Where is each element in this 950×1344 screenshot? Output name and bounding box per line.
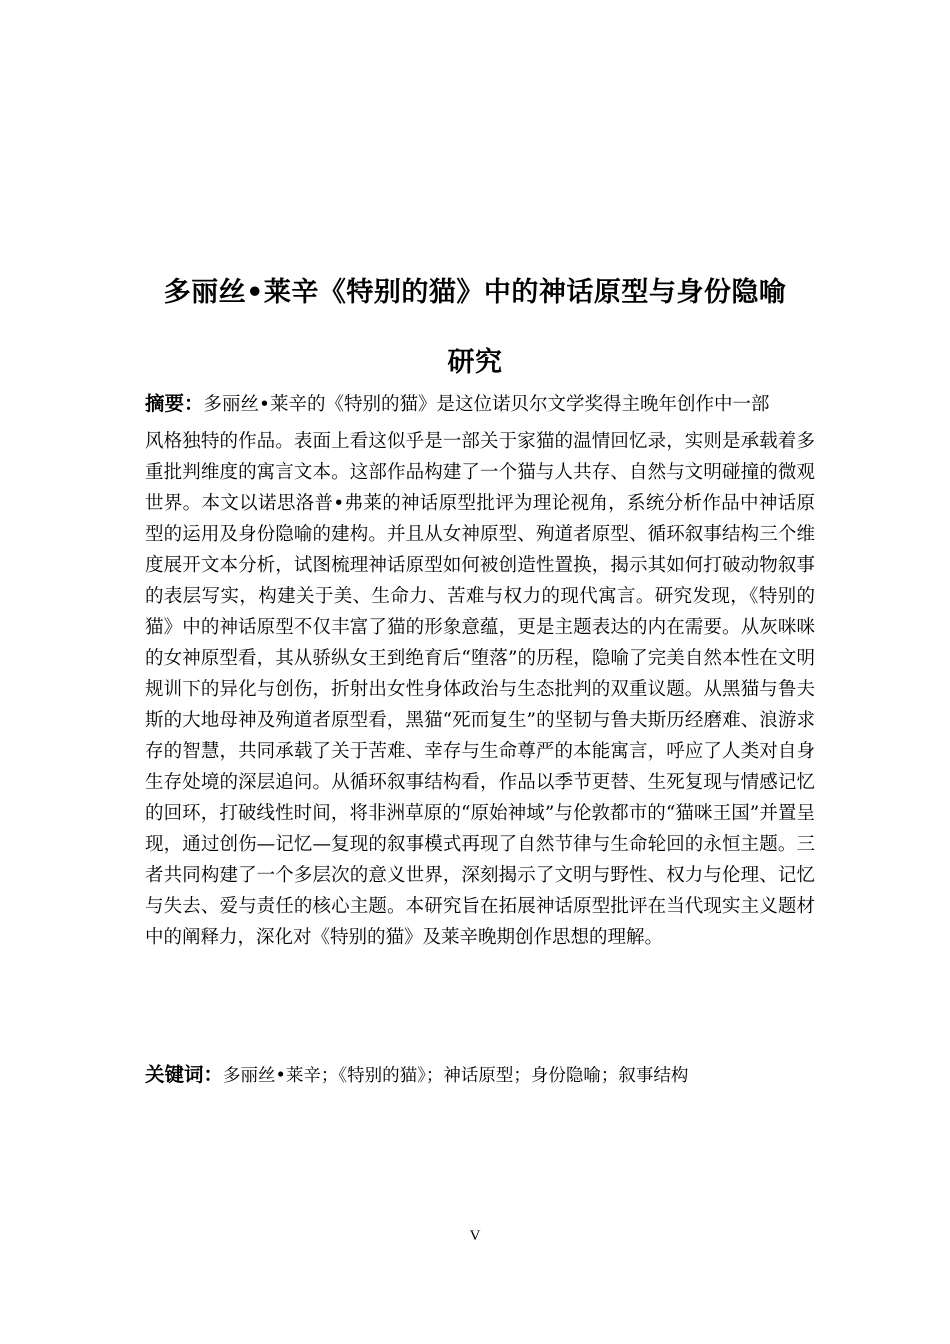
keywords-text: 多丽丝•莱辛；《特别的猫》；神话原型；身份隐喻；叙事结构 xyxy=(223,1066,689,1086)
abstract-text-start: 多丽丝•莱辛的《特别的猫》是这位诺贝尔文学奖得主晚年创作中一部 xyxy=(203,394,770,415)
abstract-label-colon: ： xyxy=(184,392,204,415)
title-line-1: 多丽丝•莱辛《特别的猫》中的神话原型与身份隐喻 xyxy=(163,277,787,308)
abstract-body: 风格独特的作品。表面上看这似乎是一部关于家猫的温情回忆录，实则是承载着多重批判维度的寓言文本。这部作品构建了一个猫与人共存、自然与文明碰撞的微观世界。本文以诺思洛普•弗莱的神话原型批评为理论视角，系统分析作品中神话原型的运用及身份隐喻的建构。并且从女神原型、殉道者原型、循环叙事结构三个维度展开文本分析，试图梳理神话原型如何被创造性置换，揭示其如何打破动物叙事的表层写实，构建关于美、生命力、苦难与权力的现代寓言。研究发现，《特别的猫》中的神话原型不仅丰富了猫的形象意蕴，更是主题表达的内在需要。从灰咪咪的女神原型看，其从骄纵女王到绝育后“堕落”的历程，隐喻了完美自然本性在文明规训下的异化与创伤，折射出女性身体政治与生态批判的双重议题。从黑猫与鲁夫斯的大地母神及殉道者原型看，黑猫“死而复生”的坚韧与鲁夫斯历经磨难、浪游求存的智慧，共同承载了关于苦难、幸存与生命尊严的本能寓言，呼应了人类对自身生存处境的深层追问。从循环叙事结构看，作品以季节更替、生死复现与情感记忆的回环，打破线性时间，将非洲草原的“原始神域”与伦敦都市的“猫咪王国”并置呈现，通过创伤—记忆—复现的叙事模式再现了自然节律与生命轮回的永恒主题。三者共同构建了一个多层次的意义世界，深刻揭示了文明与野性、权力与伦理、记忆与失去、爱与责任的核心主题。本研究旨在拓展神话原型批评在当代现实主义题材中的阐释力，深化对《特别的猫》及莱辛晚期创作思想的理解。 xyxy=(145,431,815,948)
abstract-label: 摘要 xyxy=(145,392,185,415)
keywords-label-colon: ： xyxy=(203,1063,224,1086)
abstract-section xyxy=(145,388,815,953)
page-number: V xyxy=(469,1228,481,1244)
keywords-label: 关键词 xyxy=(145,1063,204,1086)
title-line-2: 研究 xyxy=(447,347,503,378)
paper-title xyxy=(100,258,850,398)
keywords-section xyxy=(145,1059,815,1092)
abstract-first-line xyxy=(145,388,815,420)
